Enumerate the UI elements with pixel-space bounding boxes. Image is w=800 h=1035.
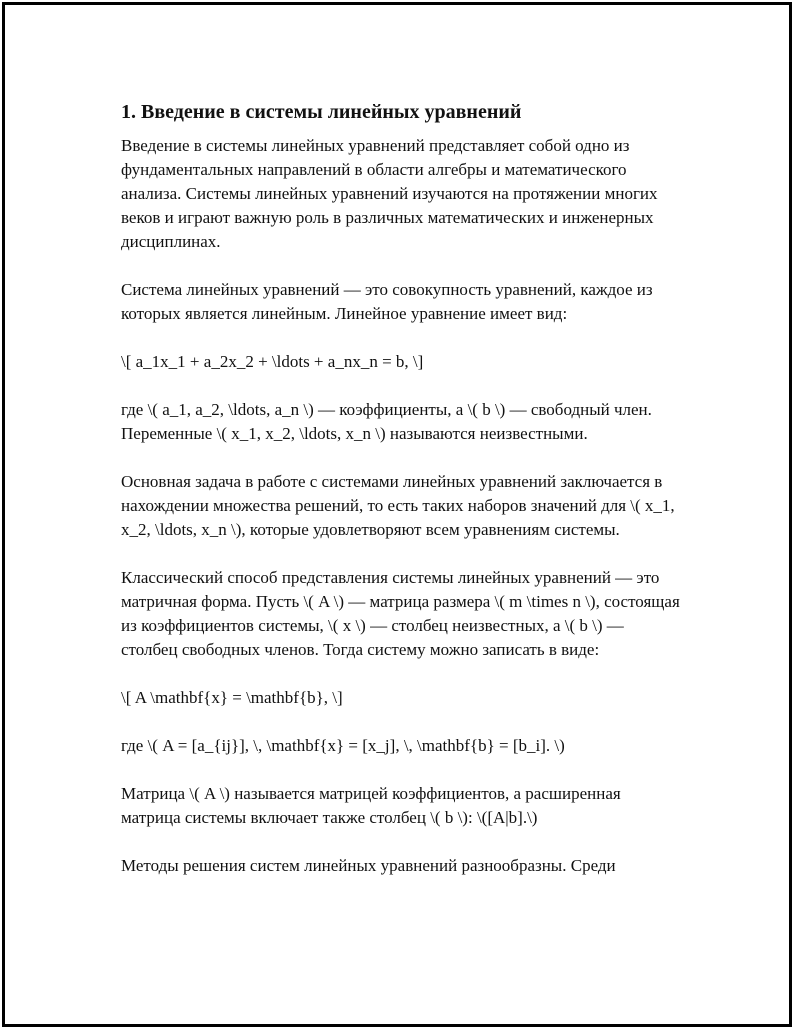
paragraph-intro: Введение в системы линейных уравнений представляет собой одно из фундаментальных направлений в области алгебры и математического анализа. Системы линейных уравнений изучаются на протяжении многих веков и играют важную роль в различных математических и инженерных дисциплинах. xyxy=(121,136,658,251)
paragraph-solution-methods: Методы решения систем линейных уравнений разнообразны. Среди xyxy=(121,856,616,875)
formula-linear-equation: \[ a_1x_1 + a_2x_2 + \ldots + a_nx_n = b, \] xyxy=(121,352,424,371)
paragraph-coefficients: где \( a_1, a_2, \ldots, a_n \) — коэффициенты, а \( b \) — свободный член. Переменные \( x_1, x_2, \ldots, x_n \) называются неизвестными. xyxy=(121,400,652,443)
section-title: 1. Введение в системы линейных уравнений xyxy=(121,101,522,123)
page-frame xyxy=(2,2,792,1027)
paragraph-main-task: Основная задача в работе с системами линейных уравнений заключается в нахождении множества решений, то есть таких наборов значений для \( x_1, x_2, \ldots, x_n \), которые удовлетворяют всем уравнениям системы. xyxy=(121,472,675,539)
paragraph-definition: Система линейных уравнений — это совокупность уравнений, каждое из которых является линейным. Линейное уравнение имеет вид: xyxy=(121,280,653,323)
formula-matrix-equation: \[ A \mathbf{x} = \mathbf{b}, \] xyxy=(121,688,343,707)
document-body xyxy=(121,100,681,902)
paragraph-matrix-form: Классический способ представления системы линейных уравнений — это матричная форма. Пусть \( A \) — матрица размера \( m \times n \), состоящая из коэффициентов системы, \( x \) — столбец неизвестных, а \( b \) — столбец свободных членов. Тогда систему можно записать в виде: xyxy=(121,568,680,659)
paragraph-matrix-definitions: где \( A = [a_{ij}], \, \mathbf{x} = [x_j], \, \mathbf{b} = [b_i]. \) xyxy=(121,736,565,755)
paragraph-augmented-matrix: Матрица \( A \) называется матрицей коэффициентов, а расширенная матрица системы включает также столбец \( b \): \([A|b].\) xyxy=(121,784,621,827)
